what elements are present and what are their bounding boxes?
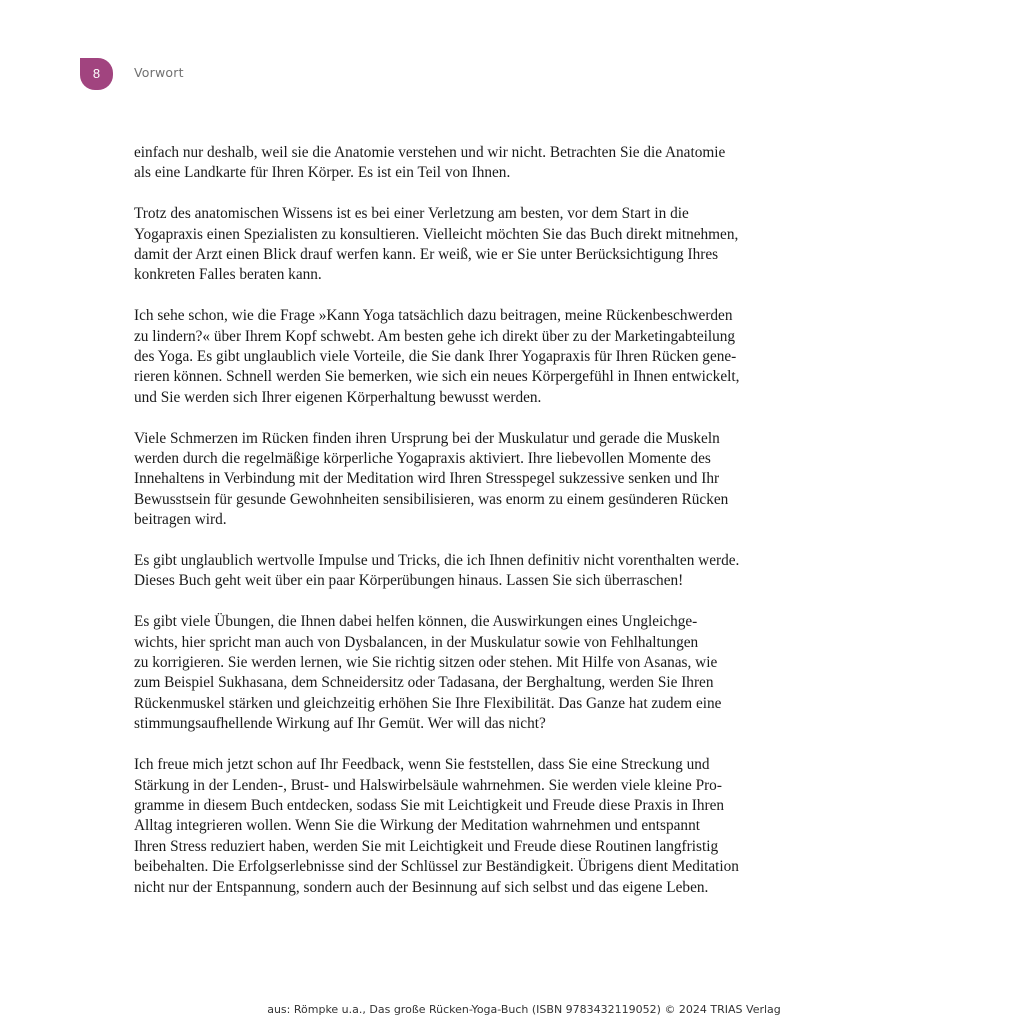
body-text	[134, 143, 779, 918]
text-line: nicht nur der Entspannung, sondern auch der Besinnung auf sich selbst und das eigene Leben.	[134, 878, 709, 896]
paragraph	[134, 551, 779, 592]
paragraph	[134, 143, 779, 184]
text-line: Es gibt unglaublich wertvolle Impulse und Tricks, die ich Ihnen definitiv nicht vorenthalten werde.	[134, 552, 740, 570]
paragraph	[134, 204, 779, 286]
text-line: beibehalten. Die Erfolgserlebnisse sind der Schlüssel zur Beständigkeit. Übrigens dient Meditation	[134, 858, 739, 876]
text-line: als eine Landkarte für Ihren Körper. Es ist ein Teil von Ihnen.	[134, 164, 511, 182]
text-line: werden durch die regelmäßige körperliche Yogapraxis aktiviert. Ihre liebevollen Momente des	[134, 450, 711, 468]
text-line: konkreten Falles beraten kann.	[134, 266, 322, 284]
text-line: damit der Arzt einen Blick drauf werfen kann. Er weiß, wie er Sie unter Berücksichtigung Ihres	[134, 246, 719, 264]
text-line: zum Beispiel Sukhasana, dem Schneidersitz oder Tadasana, der Berghaltung, werden Sie Ihren	[134, 674, 714, 692]
text-line: Viele Schmerzen im Rücken finden ihren Ursprung bei der Muskulatur und gerade die Muskeln	[134, 429, 720, 447]
text-line: wichts, hier spricht man auch von Dysbalancen, in der Muskulatur sowie von Fehlhaltungen	[134, 633, 699, 651]
text-line: Innehaltens in Verbindung mit der Meditation wird Ihren Stresspegel sukzessive senken und Ihr	[134, 470, 720, 488]
text-line: zu lindern?« über Ihrem Kopf schwebt. Am besten gehe ich direkt über zu der Marketingabteilung	[134, 327, 736, 345]
text-line: beitragen wird.	[134, 511, 227, 529]
text-line: des Yoga. Es gibt unglaublich viele Vorteile, die Sie dank Ihrer Yogapraxis für Ihren Rücken gene-	[134, 348, 737, 366]
text-line: Rückenmuskel stärken und gleichzeitig erhöhen Sie Ihre Flexibilität. Das Ganze hat zudem eine	[134, 694, 722, 712]
text-line: Es gibt viele Übungen, die Ihnen dabei helfen können, die Auswirkungen eines Ungleichge-	[134, 613, 698, 631]
text-line: Stärkung in der Lenden-, Brust- und Halswirbelsäule wahrnehmen. Sie werden viele kleine Pro-	[134, 776, 722, 794]
text-line: Trotz des anatomischen Wissens ist es bei einer Verletzung am besten, vor dem Start in die	[134, 205, 689, 223]
text-line: Yogapraxis einen Spezialisten zu konsultieren. Vielleicht möchten Sie das Buch direkt mitnehmen,	[134, 225, 739, 243]
section-title: Vorwort	[134, 65, 184, 80]
text-line: Dieses Buch geht weit über ein paar Körperübungen hinaus. Lassen Sie sich überraschen!	[134, 572, 684, 590]
text-line: Ihren Stress reduziert haben, werden Sie mit Leichtigkeit und Freude diese Routinen langfristig	[134, 837, 719, 855]
paragraph	[134, 429, 779, 531]
paragraph	[134, 612, 779, 734]
footer-citation: aus: Römpke u.a., Das große Rücken-Yoga-Buch (ISBN 9783432119052) © 2024 TRIAS Verlag	[267, 1003, 781, 1016]
text-line: stimmungsaufhellende Wirkung auf Ihr Gemüt. Wer will das nicht?	[134, 715, 546, 733]
text-line: und Sie werden sich Ihrer eigenen Körperhaltung bewusst werden.	[134, 388, 542, 406]
text-line: zu korrigieren. Sie werden lernen, wie Sie richtig sitzen oder stehen. Mit Hilfe von Asanas, wie	[134, 654, 718, 672]
text-line: Ich freue mich jetzt schon auf Ihr Feedback, wenn Sie feststellen, dass Sie eine Streckung und	[134, 756, 710, 774]
text-line: Ich sehe schon, wie die Frage »Kann Yoga tatsächlich dazu beitragen, meine Rückenbeschwerden	[134, 307, 733, 325]
paragraph	[134, 755, 779, 898]
paragraph	[134, 306, 779, 408]
text-line: rieren können. Schnell werden Sie bemerken, wie sich ein neues Körpergefühl in Ihnen entwickelt,	[134, 368, 740, 386]
text-line: Bewusstsein für gesunde Gewohnheiten sensibilisieren, was enorm zu einem gesünderen Rücken	[134, 490, 729, 508]
text-line: Alltag integrieren wollen. Wenn Sie die Wirkung der Meditation wahrnehmen und entspannt	[134, 817, 700, 835]
text-line: einfach nur deshalb, weil sie die Anatomie verstehen und wir nicht. Betrachten Sie die Anatomie	[134, 144, 726, 161]
page-number-badge: 8	[80, 58, 113, 90]
text-line: gramme in diesem Buch entdecken, sodass Sie mit Leichtigkeit und Freude diese Praxis in Ihren	[134, 796, 725, 814]
